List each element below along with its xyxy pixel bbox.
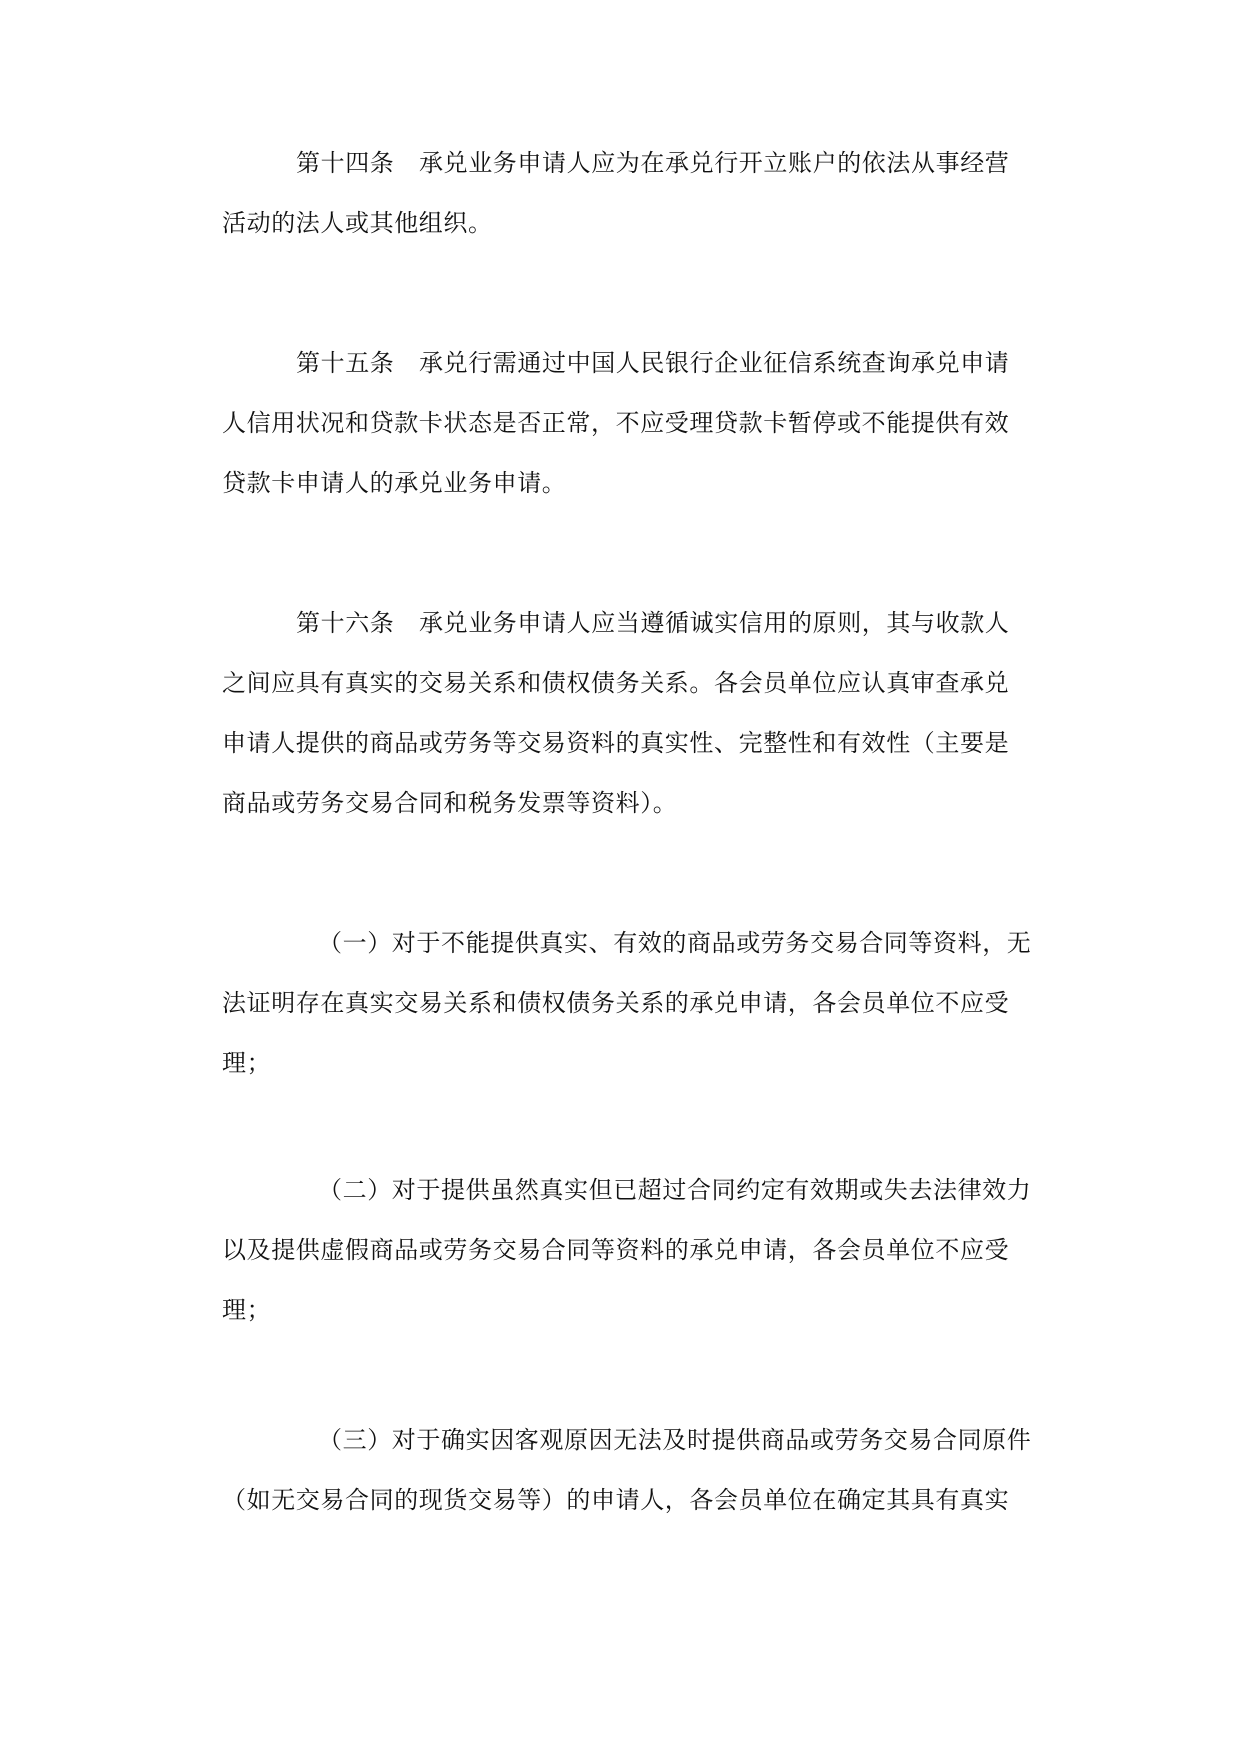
item-2-line-2: 以及提供虚假商品或劳务交易合同等资料的承兑申请，各会员单位不应受 [222, 1236, 1010, 1264]
article-16-line-2: 之间应具有真实的交易关系和债权债务关系。各会员单位应认真审查承兑 [222, 669, 1010, 697]
item-3-line-2: （如无交易合同的现货交易等）的申请人，各会员单位在确定其具有真实 [222, 1486, 1010, 1514]
article-16-line-3: 申请人提供的商品或劳务等交易资料的真实性、完整性和有效性（主要是 [222, 729, 1010, 757]
item-2-line-3: 理； [222, 1296, 272, 1324]
item-1-line-2: 法证明存在真实交易关系和债权债务关系的承兑申请，各会员单位不应受 [222, 989, 1010, 1017]
article-15-line-3: 贷款卡申请人的承兑业务申请。 [222, 469, 567, 497]
item-1-line-3: 理； [222, 1049, 272, 1077]
article-14-line-2: 活动的法人或其他组织。 [222, 209, 493, 237]
article-15-line-1: 第十五条 承兑行需通过中国人民银行企业征信系统查询承兑申请 [296, 349, 1010, 377]
article-15 [222, 333, 1030, 513]
item-1-line-1: （一）对于不能提供真实、有效的商品或劳务交易合同等资料，无 [318, 929, 1032, 957]
item-3 [222, 1410, 1030, 1530]
item-3-line-1: （三）对于确实因客观原因无法及时提供商品或劳务交易合同原件 [318, 1426, 1032, 1454]
article-14 [222, 133, 1030, 253]
article-16-line-4: 商品或劳务交易合同和税务发票等资料）。 [222, 789, 678, 817]
item-1 [222, 913, 1030, 1093]
article-16-line-1: 第十六条 承兑业务申请人应当遵循诚实信用的原则，其与收款人 [296, 609, 1010, 637]
article-14-line-1: 第十四条 承兑业务申请人应为在承兑行开立账户的依法从事经营 [296, 149, 1010, 177]
item-2 [222, 1160, 1030, 1340]
item-2-line-1: （二）对于提供虽然真实但已超过合同约定有效期或失去法律效力 [318, 1176, 1032, 1204]
article-15-line-2: 人信用状况和贷款卡状态是否正常，不应受理贷款卡暂停或不能提供有效 [222, 409, 1010, 437]
article-16 [222, 593, 1030, 833]
